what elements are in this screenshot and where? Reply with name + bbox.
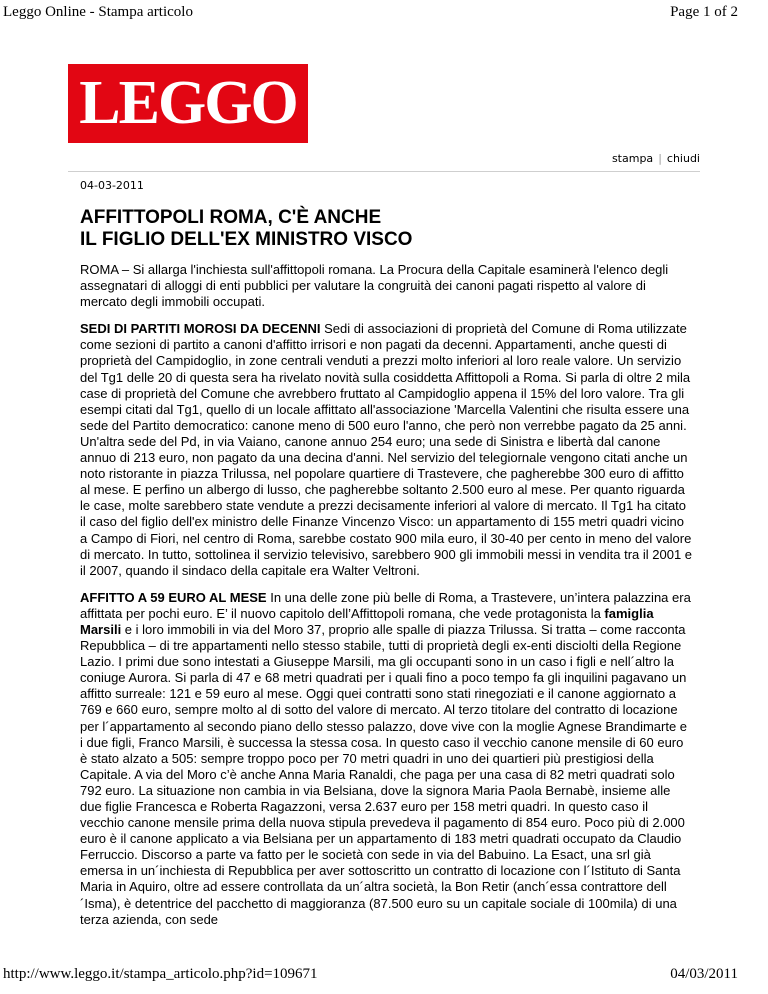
toolbar-separator: | [658, 152, 662, 165]
article-section-1 [80, 321, 692, 579]
article-title-line-2: IL FIGLIO DELL'EX MINISTRO VISCO [80, 229, 413, 250]
print-link[interactable]: stampa [611, 152, 654, 165]
logo-text: LEGGO [79, 69, 297, 137]
section-1-text: Sedi di associazioni di proprietà del Comune di Roma utilizzate come sezioni di partito a canoni d'affitto irrisori e non pagati da decenni. Appartamenti, anche questi di proprietà del Campidoglio, in zone centrali venduti a prezzi molto inferiori al loro reale valore. Un servizio del Tg1 delle 20 di questa sera ha rivelato novità sulla cosiddetta Affittopoli a Roma. Si parla di oltre 2 mila case di proprietà del Comune che avrebbero fruttato al Campidoglio appena il 15% del loro valore. Tra gli esempi citati dal Tg1, quello di un locale affittato all'associazione 'Marcella Valentini che risulta essere una sede del Partito democratico: canone meno di 500 euro l'anno, che però non verrebbe pagato da 25 anni. Un'altra sede del Pd, in via Vaiano, canone annuo 254 euro; una sede di Sinistra e libertà dal canone annuo di 213 euro, non pagato da una decina d'anni. Nel servizio del telegiornale vengono citati anche un noto ristorante in piazza Trilussa, nel popolare quartiere di Trastevere, che pagherebbe 300 euro di affitto al mese. E perfino un albergo di lusso, che pagherebbe soltanto 2.500 euro al mese. Per quanto riguarda le case, molte sarebbero state vendute a prezzi decisamente inferiori al valore di mercato. Il Tg1 ha citato il caso del figlio dell'ex ministro delle Finanze Vincenzo Visco: un appartamento di 155 metri quadri vicino a Campo di Fiori, nel centro di Roma, sarebbe costato 900 mila euro, il 30-40 per cento in meno del valore di mercato. In tutto, sottolinea il servizio televisivo, sarebbero 900 gli immobili messi in vendita tra il 2001 e il 2007, quando il sindaco della capitale era Walter Veltroni. [80, 321, 693, 578]
print-footer-url: http://www.leggo.it/stampa_articolo.php?id=109671 [3, 966, 318, 982]
article-body [80, 262, 692, 939]
leggo-logo [68, 64, 308, 143]
print-footer-date: 04/03/2011 [670, 966, 738, 982]
close-link[interactable]: chiudi [666, 152, 700, 165]
article-date: 04-03-2011 [80, 179, 144, 192]
print-toolbar [612, 152, 700, 165]
article-title-line-1: AFFITTOPOLI ROMA, C'È ANCHE [80, 207, 382, 228]
article-title [80, 207, 700, 251]
print-header-page-number: Page 1 of 2 [670, 4, 738, 20]
print-header-title: Leggo Online - Stampa articolo [3, 4, 193, 20]
header-divider [68, 171, 700, 172]
section-1-heading: SEDI DI PARTITI MOROSI DA DECENNI [80, 321, 321, 337]
section-2-heading: AFFITTO A 59 EURO AL MESE [80, 589, 267, 605]
section-2-text-a: In una delle zone più belle di Roma, a Trastevere, un’intera palazzina era affittata per pochi euro. E’ il nuovo capitolo dell’Affittopoli romana, che vede protagonista la [80, 589, 691, 621]
section-2-text-b: e i loro immobili in via del Moro 37, proprio alle spalle di piazza Trilussa. Si tratta – come racconta Repubblica – di tre appartamenti nello stesso stabile, tutti di proprietà degli ex-enti disciolti della Regione Lazio. I primi due sono intestati a Giuseppe Marsili, ma gli occupanti sono in un caso i figli e nell´altro la coniuge Aurora. Si parla di 47 e 68 metri quadrati per i quali fino a poco tempo fa gli inquilini pagavano un affitto surreale: 121 e 59 euro al mese. Oggi quei contratti sono stati rinegoziati e il canone aggiornato a 769 e 660 euro, sempre molto al di sotto del valore di mercato. Al terzo titolare del contratto di locazione per l´appartamento al secondo piano dello stesso palazzo, dove vive con la moglie Agnese Brandimarte e i due figli, Franco Marsili, è successa la stessa cosa. In questo caso il vecchio canone mensile di 60 euro è stato alzato a 505: sempre troppo poco per 70 metri quadri in uno dei quartieri più prestigiosi della Capitale. A via del Moro c’è anche Anna Maria Ranaldi, che paga per una casa di 82 metri quadrati solo 792 euro. La situazione non cambia in via Belsiana, dove la signora Maria Paola Bernabè, insieme alle due figlie Francesca e Roberta Ragazzoni, versa 2.637 euro per 158 metri quadri. In questo caso il vecchio canone mensile prima della nuova stipula prevedeva il pagamento di 854 euro. Poco più di 2.000 euro è il canone applicato a via Belsiana per un appartamento di 183 metri quadrati occupato da Claudio Ferruccio. Discorso a parte va fatto per le società con sede in via del Babuino. La Esact, una srl già emersa in un´inchiesta di Repubblica per aver sottoscritto un contratto di locazione con l´Istituto di Santa Maria in Aquiro, oltre ad essere controllata da un´altra società, la Bon Retir (anch´essa contrattore dell´Isma), è detentrice del pacchetto di maggioranza (87.500 euro su un capitale sociale di 100mila) di una terza azienda, con sede [80, 621, 688, 927]
section-2-bold-name: famiglia Marsili [80, 605, 654, 637]
article-section-2 [80, 590, 692, 928]
article-intro: ROMA – Si allarga l'inchiesta sull'affittopoli romana. La Procura della Capitale esaminerà l'elenco degli assegnatari di alloggi di enti pubblici per valutare la congruità dei canoni pagati rispetto al valore di mercato degli immobili occupati. [80, 262, 669, 310]
